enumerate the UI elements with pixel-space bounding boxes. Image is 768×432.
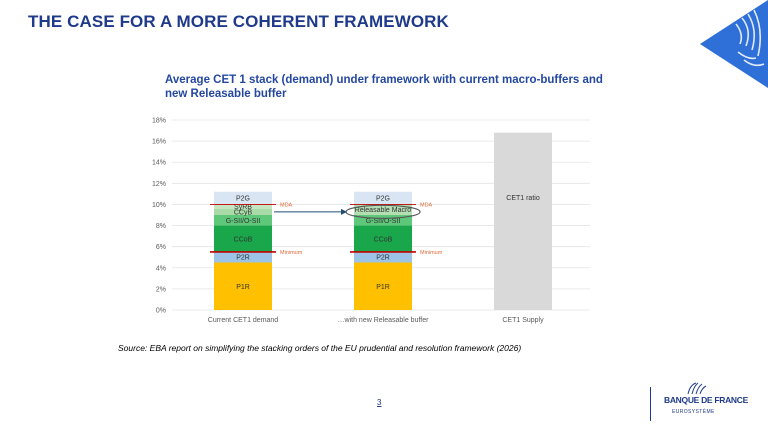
y-tick-label: 12% — [151, 180, 166, 188]
segment-label: CCyB — [233, 209, 253, 217]
y-tick-label: 10% — [151, 201, 166, 209]
banque-de-france-logo — [650, 385, 750, 425]
y-tick-label: 6% — [155, 244, 166, 252]
segment-label: P2R — [236, 254, 250, 262]
y-tick-label: 2% — [155, 286, 166, 294]
segment-label: P2G — [375, 195, 391, 203]
y-tick-label: 16% — [151, 138, 166, 146]
page-number[interactable]: 3 — [377, 398, 382, 407]
segment-label: CCoB — [233, 236, 253, 244]
y-tick-label: 18% — [151, 117, 166, 125]
flame-emblem-icon — [676, 381, 716, 395]
slide-title: THE CASE FOR A MORE COHERENT FRAMEWORK — [28, 12, 449, 31]
logo-name: BANQUE DE FRANCE — [664, 395, 748, 405]
bar-segment — [494, 133, 552, 310]
marker-label: MDA — [420, 202, 433, 209]
segment-label: G-SII/O-SII — [225, 217, 261, 225]
segment-label: Releasable Macro — [354, 207, 412, 215]
y-tick-label: 4% — [155, 265, 166, 273]
x-category-label: …with new Releasable buffer — [337, 317, 429, 324]
eurosystem-corner-icon — [698, 0, 768, 90]
x-category-label: Current CET1 demand — [207, 317, 279, 324]
x-category-label: CET1 Supply — [502, 317, 544, 324]
y-tick-label: 14% — [151, 159, 166, 167]
logo-subtitle: EUROSYSTÈME — [672, 409, 715, 415]
cet1-stack-chart — [120, 110, 600, 330]
marker-label: Minimum — [280, 249, 303, 256]
segment-label: G-SII/O-SII — [365, 217, 401, 225]
marker-label: MDA — [280, 202, 293, 209]
segment-label: SyRB — [234, 204, 252, 212]
segment-label: P2G — [235, 195, 251, 203]
y-tick-label: 8% — [155, 223, 166, 231]
segment-label: P1R — [376, 283, 390, 291]
source-note: Source: EBA report on simplifying the stacking orders of the EU prudential and resolution framework (2026) — [118, 343, 522, 353]
marker-label: Minimum — [420, 249, 443, 256]
segment-label: P2R — [376, 254, 390, 262]
y-tick-label: 0% — [155, 307, 166, 315]
segment-label: CET1 ratio — [506, 195, 540, 203]
segment-label: CCoB — [373, 236, 393, 244]
segment-label: P1R — [236, 283, 250, 291]
chart-title: Average CET 1 stack (demand) under framework with current macro-buffers and new Releasable buffer — [165, 74, 603, 100]
logo-divider — [650, 387, 651, 421]
